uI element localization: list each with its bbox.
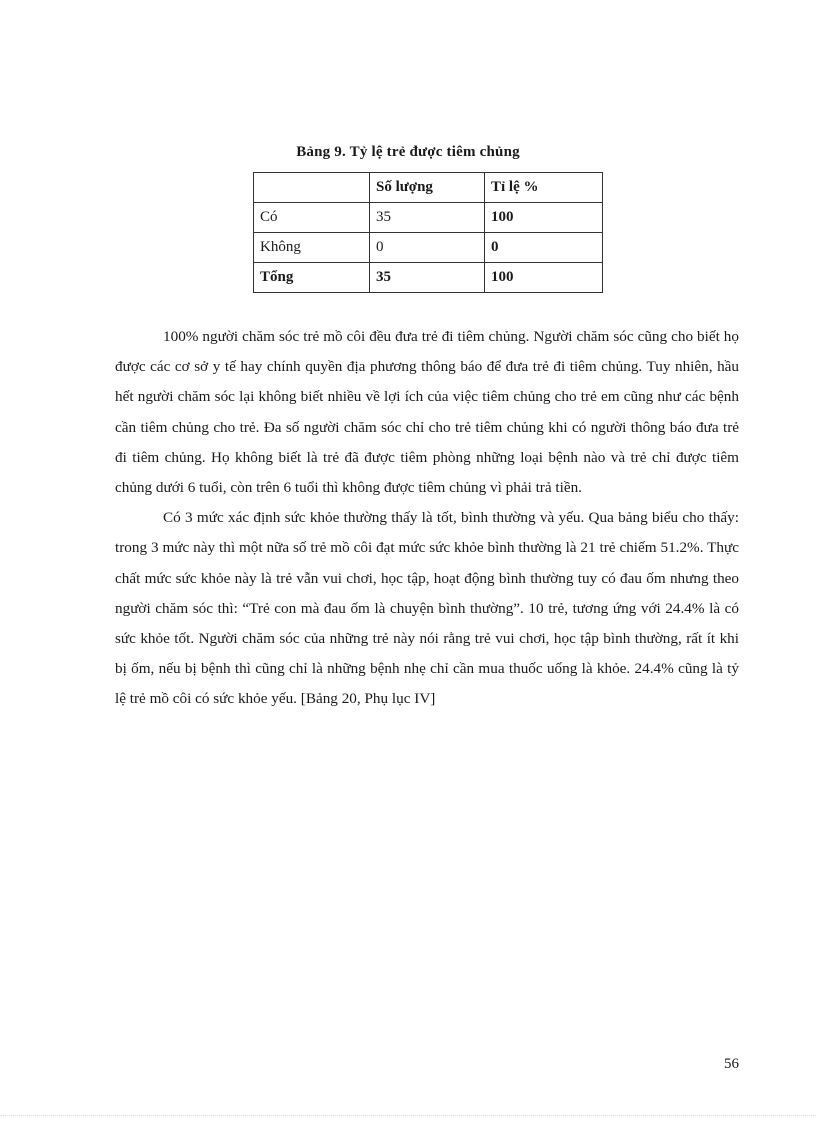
paragraph: Có 3 mức xác định sức khỏe thường thấy là tốt, bình thường và yếu. Qua bảng biểu cho thấy: trong 3 mức này thì một nữa số trẻ mồ côi đạt mức sức khỏe bình thường là 21 trẻ chiếm 51.2%. Thực chất mức sức khỏe này là trẻ vẫn vui chơi, học tập, hoạt động bình thường tuy có đau ốm nhưng theo người chăm sóc thì: “Trẻ con mà đau ốm là chuyện bình thường”. 10 trẻ, tương ứng với 24.4% là có sức khỏe tốt. Người chăm sóc của những trẻ này nói rằng trẻ vui chơi, học tập bình thường, rất ít khi bị ốm, nếu bị bệnh thì cũng chỉ là những bệnh nhẹ chỉ cần mua thuốc uống là khỏe. 24.4% cũng là tỷ lệ trẻ mồ côi có sức khỏe yếu. [Bảng 20, Phụ lục IV] [115,509,739,708]
table-header-cell [254,173,370,203]
table-cell: Không [254,233,370,263]
table-cell: 0 [485,233,603,263]
table-cell: 35 [370,263,485,293]
table-caption: Bảng 9. Tỷ lệ trẻ được tiêm chủng [296,144,520,160]
table-row [254,233,603,263]
table-cell: 100 [485,263,603,293]
table-header-row [254,173,603,203]
body-text [115,322,739,715]
table-header-cell: Số lượng [370,173,485,203]
page-bottom-divider [0,1115,816,1116]
table-cell: 100 [485,203,603,233]
table-total-row [254,263,603,293]
vaccination-table [253,172,603,293]
table-cell: Có [254,203,370,233]
table-cell: 35 [370,203,485,233]
paragraph: 100% người chăm sóc trẻ mồ côi đều đưa trẻ đi tiêm chủng. Người chăm sóc cũng cho biết họ được các cơ sở y tế hay chính quyền địa phương thông báo để đưa trẻ đi tiêm chủng. Tuy nhiên, hầu hết người chăm sóc lại không biết nhiều về lợi ích của việc tiêm chủng cho trẻ em cũng như các bệnh cần tiêm chủng cho trẻ. Đa số người chăm sóc chỉ cho trẻ tiêm chủng khi có người thông báo đưa trẻ đi tiêm chủng. Họ không biết là trẻ đã được tiêm phòng những loại bệnh nào và trẻ chỉ được tiêm chủng dưới 6 tuổi, còn trên 6 tuổi thì không được tiêm chủng vì phải trả tiền. [115,328,739,497]
page-number: 56 [724,1056,739,1072]
table-row [254,203,603,233]
table-cell: 0 [370,233,485,263]
table-header-cell: Tỉ lệ % [485,173,603,203]
table-cell: Tổng [254,263,370,293]
